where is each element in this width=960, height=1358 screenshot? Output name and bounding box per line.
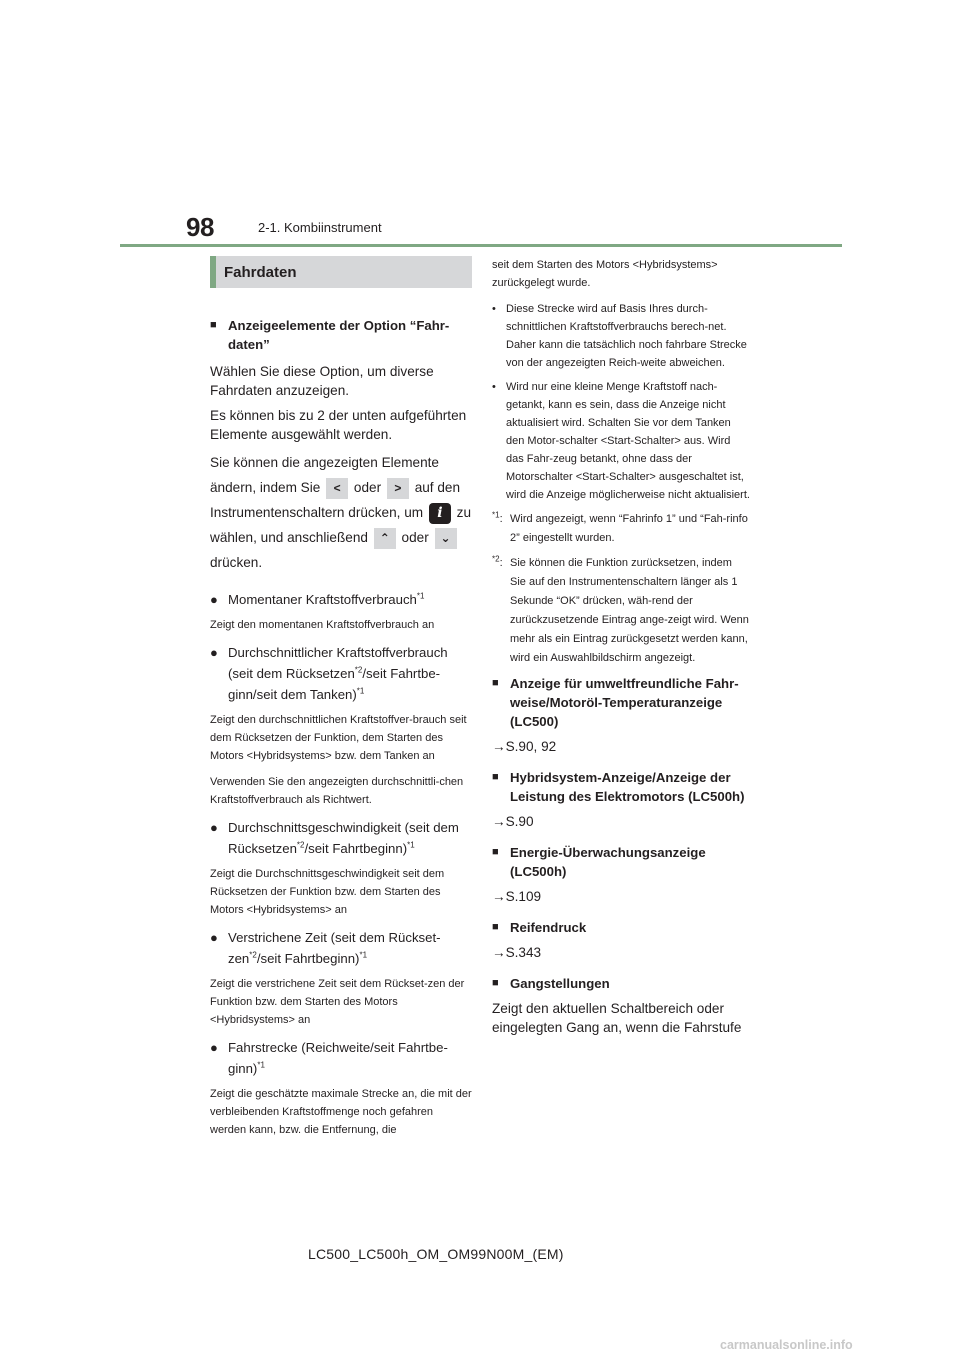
square-bullet-icon: ■ <box>492 921 499 933</box>
bullet-dot-icon: ● <box>210 645 218 660</box>
bullet-text: Momentaner Kraftstoffverbrauch$^{*1}$ <box>228 591 425 607</box>
sub-heading <box>492 843 750 881</box>
bullet-item <box>210 817 472 859</box>
paragraph-line <box>210 500 472 525</box>
footnote <box>492 510 750 548</box>
page-number: 98 <box>186 212 214 242</box>
note: Verwenden Sie den angezeigten durchschnittli-chen Kraftstoffverbrauch als Richtwert. <box>210 776 464 806</box>
page-reference: →S.90, 92 <box>492 739 557 754</box>
bullet-item <box>210 589 472 610</box>
square-bullet-icon: ■ <box>210 319 217 331</box>
footer-code: LC500_LC500h_OM_OM99N00M_(EM) <box>308 1246 564 1262</box>
paragraph-line: Sie können die angezeigten Elemente <box>210 455 439 470</box>
square-bullet-icon: ■ <box>492 846 499 858</box>
page-reference: →S.343 <box>492 945 542 960</box>
text: ändern, indem Sie <box>210 480 321 495</box>
small-bullet-text: Diese Strecke wird auf Basis Ihres durch-schnittlichen Kraftstoffverbrauchs berech-net. Daher kann die tatsächlich noch fahrbare Strecke von der angezeigten Reich-weite abweichen. <box>506 303 747 369</box>
chevron-right-icon: > <box>387 478 409 499</box>
note: Zeigt die geschätzte maximale Strecke an, die mit der verbleibenden Kraftstoffmenge noch gefahren werden kann, bzw. die Entfernung, die <box>210 1088 472 1136</box>
section-heading-label: Fahrdaten <box>224 263 297 281</box>
bullet-text: Durchschnittsgeschwindigkeit (seit dem Rücksetzen$^{*2}$/seit Fahrtbeginn)$^{*1}$ <box>228 820 459 856</box>
note: Zeigt den momentanen Kraftstoffverbrauch an <box>210 619 435 631</box>
sub-heading-text: Energie-Überwachungsanzeige (LC500h) <box>510 845 706 879</box>
sub-heading-text: Anzeigeelemente der Option “Fahr-daten” <box>228 318 450 352</box>
bullet-item <box>210 1037 472 1079</box>
small-bullet-dot-icon: • <box>492 303 496 315</box>
sub-heading-text: Reifendruck <box>510 920 587 935</box>
right-column <box>492 256 750 1043</box>
footnote-marker: $^{*2}$: <box>492 554 503 569</box>
text: oder <box>353 480 382 495</box>
bullet-dot-icon: ● <box>210 592 218 607</box>
paragraph: Wählen Sie diese Option, um diverse Fahrdaten anzuzeigen. <box>210 364 434 398</box>
note-continued: seit dem Starten des Motors <Hybridsystems> zurückgelegt wurde. <box>492 259 718 289</box>
left-column <box>210 256 472 1147</box>
footnote <box>492 554 750 668</box>
small-bullet-dot-icon: • <box>492 381 496 393</box>
section-heading-fahrdaten <box>210 256 472 288</box>
note: Zeigt die Durchschnittsgeschwindigkeit seit dem Rücksetzen der Funktion bzw. dem Starten des Motors <Hybridsystems> an <box>210 868 445 916</box>
sub-heading <box>492 918 750 937</box>
bullet-item <box>210 927 472 969</box>
bullet-text: Verstrichene Zeit (seit dem Rückset-zen$^{*2}$/seit Fahrtbeginn)$^{*1}$ <box>228 930 441 966</box>
bullet-dot-icon: ● <box>210 1040 218 1055</box>
text: oder <box>401 530 429 545</box>
page-reference: →S.90 <box>492 814 534 829</box>
paragraph-line <box>210 525 472 550</box>
sub-heading-anzeigeelemente <box>210 316 472 354</box>
header-divider <box>120 244 842 247</box>
footnote-text: Wird angezeigt, wenn “Fahrinfo 1” und “Fah-rinfo 2” eingestellt wurden. <box>510 513 748 544</box>
chevron-down-icon: ⌄ <box>435 528 457 549</box>
section-title: 2-1. Kombiinstrument <box>258 220 382 235</box>
sub-heading-text: Hybridsystem-Anzeige/Anzeige der Leistung des Elektromotors (LC500h) <box>510 770 745 804</box>
paragraph-line <box>210 475 472 500</box>
text: wählen, und anschließend <box>210 530 368 545</box>
chevron-left-icon: < <box>326 478 348 499</box>
text: auf den <box>414 480 461 495</box>
footnote-marker: $^{*1}$: <box>492 510 503 525</box>
small-bullet-item <box>492 378 750 504</box>
paragraph: Es können bis zu 2 der unten aufgeführten Elemente ausgewählt werden. <box>210 408 467 442</box>
sub-heading <box>492 768 750 806</box>
bullet-text: Fahrstrecke (Reichweite/seit Fahrtbe-ginn)$^{*1}$ <box>228 1040 448 1076</box>
info-icon: i <box>429 503 451 524</box>
bullet-dot-icon: ● <box>210 930 218 945</box>
small-bullet-text: Wird nur eine kleine Menge Kraftstoff nach-getankt, kann es sein, dass die Anzeige nicht aktualisiert wird. Schalten Sie vor dem Tanken den Motor-schalter <Start-Schalter> aus. Wird das Fahr-zeug betankt, ohne dass der Motorschalter <Start-Schalter> ausgeschaltet ist, wird die Anzeige möglicherweise nicht aktualisiert. <box>506 381 750 501</box>
page-reference: →S.109 <box>492 889 542 904</box>
paragraph-line: drücken. <box>210 555 263 570</box>
bullet-dot-icon: ● <box>210 820 218 835</box>
bullet-item <box>210 642 472 705</box>
sub-heading-text: Anzeige für umweltfreundliche Fahr-weise/Motoröl-Temperaturanzeige (LC500) <box>510 676 739 729</box>
text: Instrumentenschaltern drücken, um <box>210 505 424 520</box>
chevron-up-icon: ⌃ <box>374 528 396 549</box>
small-bullet-item <box>492 300 750 372</box>
note: Zeigt die verstrichene Zeit seit dem Rückset-zen der Funktion bzw. dem Starten des Motors <Hybridsystems> an <box>210 978 465 1026</box>
sub-heading <box>492 674 750 731</box>
square-bullet-icon: ■ <box>492 977 499 989</box>
footnote-text: Sie können die Funktion zurücksetzen, indem Sie auf den Instrumentenschaltern länger als 1 Sekunde “OK” drücken, wäh-rend der zurückzusetzende Eintrag ange-zeigt wird. Wenn mehr als ein Eintrag zurückgesetzt werden kann, wird ein Auswahlbildschirm angezeigt. <box>510 557 749 664</box>
sub-heading <box>492 974 750 993</box>
paragraph: Zeigt den aktuellen Schaltbereich oder eingelegten Gang an, wenn die Fahrstufe <box>492 1001 742 1035</box>
note: Zeigt den durchschnittlichen Kraftstoffver-brauch seit dem Rücksetzen der Funktion, dem Starten des Motors <Hybridsystems> bzw. dem Tanken an <box>210 714 467 762</box>
sub-heading-text: Gangstellungen <box>510 976 610 991</box>
text: zu <box>456 505 471 520</box>
square-bullet-icon: ■ <box>492 771 499 783</box>
bullet-text: Durchschnittlicher Kraftstoffverbrauch (seit dem Rücksetzen$^{*2}$/seit Fahrtbe-ginn/seit dem Tanken)$^{*1}$ <box>228 645 448 702</box>
watermark: carmanualsonline.info <box>720 1338 853 1352</box>
square-bullet-icon: ■ <box>492 677 499 689</box>
